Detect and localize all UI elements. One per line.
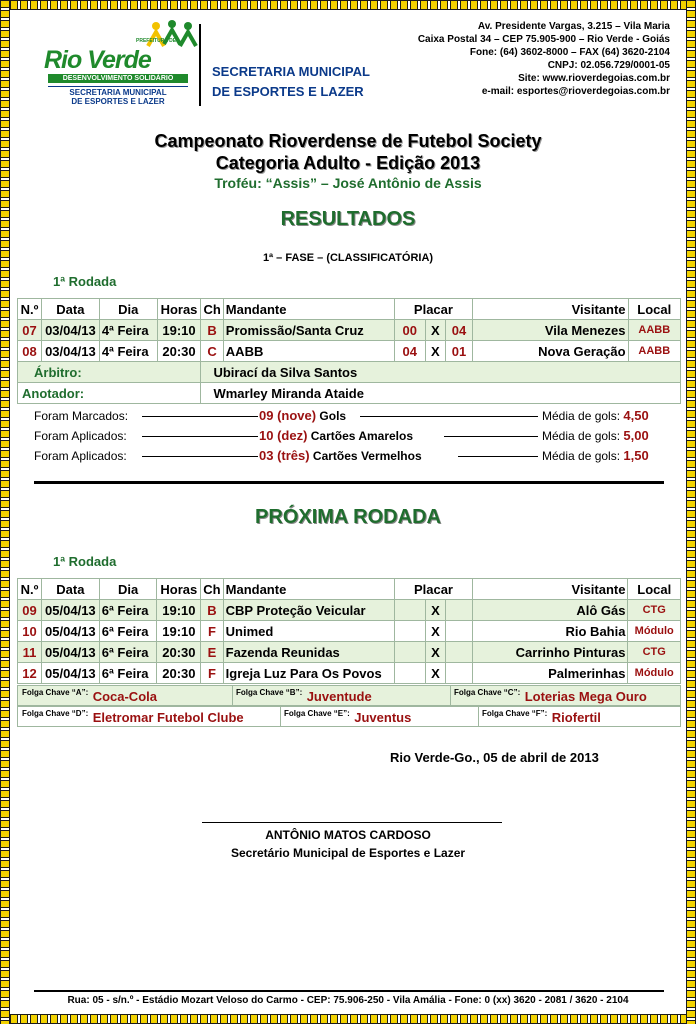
versus-x: X [426,621,446,642]
logo-secretaria-line2: DE ESPORTES E LAZER [71,97,165,106]
game-time: 19:10 [157,600,201,621]
col-mandante: Mandante [223,299,394,320]
game-weekday: 6ª Feira [99,600,157,621]
results-round-label: 1ª Rodada [53,274,117,289]
versus-x: X [426,320,446,341]
next-header-row [18,579,681,600]
stat-average [542,446,649,466]
stat-average-value: 5,00 [623,428,649,443]
referee-label: Árbitro: [18,362,201,383]
home-score [395,642,426,663]
secretaria-title-line2: DE ESPORTES E LAZER [212,84,364,99]
stat-label: Foram Aplicados: [34,449,127,463]
game-key: F [201,663,223,684]
results-header-row [18,299,681,320]
footer-divider [34,990,664,992]
game-number: 12 [18,663,42,684]
category-title: Categoria Adulto - Edição 2013 [215,153,481,173]
bye-f [482,709,601,727]
results-stats [34,406,664,466]
col-local: Local [628,579,681,600]
championship-titles [16,130,680,192]
home-score: 00 [394,320,425,341]
bye-team: Loterias Mega Ouro [524,689,647,704]
contact-postal: Caixa Postal 34 – CEP 75.905-900 – Rio Verde - Goiás [417,34,670,45]
stat-leader-line [444,436,538,437]
game-weekday: 4ª Feira [99,320,157,341]
venue: AABB [628,320,680,341]
col-no: N.º [18,299,42,320]
game-weekday: 6ª Feira [99,663,157,684]
bye-divider [450,686,451,705]
venue: CTG [628,600,681,621]
col-visitante: Visitante [472,579,628,600]
bye-row-1 [17,685,681,706]
stat-value [259,406,346,426]
versus-x: X [426,341,446,362]
venue: Módulo [628,621,681,642]
logo-prefeitura-text: PREFEITURA DE [136,38,177,44]
contact-site: Site: www.rioverdegoias.com.br [518,73,670,84]
home-team: Promissão/Santa Cruz [223,320,394,341]
signatory-name: ANTÔNIO MATOS CARDOSO [265,828,431,842]
bye-row-2 [17,706,681,727]
stat-average [542,406,649,426]
scorekeeper-row [18,383,681,404]
bye-team: Eletromar Futebol Clube [92,710,244,725]
game-date: 05/04/13 [41,642,99,663]
bye-label: Folga Chave “B”: [236,688,303,697]
away-team: Rio Bahia [472,621,628,642]
contact-phone: Fone: (64) 3602-8000 – FAX (64) 3620-2104 [469,47,670,58]
bye-team: Coca-Cola [92,689,157,704]
bye-c [454,688,647,706]
section-separator [34,481,664,484]
home-team: Igreja Luz Para Os Povos [223,663,394,684]
stat-value-number: 09 (nove) [259,408,317,423]
contact-address: Av. Presidente Vargas, 3.215 – Vila Maria [477,21,670,32]
table-row [18,341,681,362]
table-row [18,621,681,642]
game-time: 20:30 [157,341,201,362]
letterhead [16,14,680,110]
logo-name: Rio Verde [44,46,151,74]
bye-divider [478,707,479,726]
home-score [395,621,426,642]
game-weekday: 4ª Feira [99,341,157,362]
border-right [686,0,696,1024]
border-top [0,0,696,10]
col-dia: Dia [99,299,157,320]
signature-line [202,822,502,823]
stat-label: Foram Aplicados: [34,429,127,443]
home-team: CBP Proteção Veicular [223,600,394,621]
away-team: Vila Menezes [473,320,628,341]
stat-average-label: Média de gols: [542,429,621,443]
game-key: B [201,600,223,621]
game-key: C [201,341,223,362]
rio-verde-logo [34,18,204,112]
game-time: 20:30 [157,663,201,684]
game-weekday: 6ª Feira [99,642,157,663]
secretaria-title [212,62,422,102]
secretaria-title-line1: SECRETARIA MUNICIPAL [212,64,370,79]
stat-leader-line [142,436,258,437]
home-team: Unimed [223,621,394,642]
championship-title: Campeonato Rioverdense de Futebol Society [154,131,542,151]
away-score: 01 [445,341,473,362]
stat-yellow-cards [34,426,664,446]
phase-label: 1ª – FASE – (CLASSIFICATÓRIA) [262,252,434,264]
table-row [18,642,681,663]
stat-value [259,446,422,466]
header-divider [199,24,201,106]
referee-row [18,362,681,383]
table-row [18,663,681,684]
stat-value-suffix: Cartões Vermelhos [312,449,422,463]
venue: AABB [628,341,680,362]
col-data: Data [41,579,99,600]
versus-x: X [426,642,446,663]
game-time: 19:10 [157,320,201,341]
people-figures-icon [142,20,202,50]
col-horas: Horas [157,579,201,600]
border-left [0,0,10,1024]
home-team: Fazenda Reunidas [223,642,394,663]
bye-team: Juventus [354,710,412,725]
col-mandante: Mandante [223,579,394,600]
game-time: 19:10 [157,621,201,642]
bye-a [22,688,157,706]
bye-label: Folga Chave “A”: [22,688,89,697]
col-visitante: Visitante [473,299,628,320]
results-heading: RESULTADOS [280,208,416,230]
game-weekday: 6ª Feira [99,621,157,642]
away-score: 04 [445,320,473,341]
stat-average [542,426,649,446]
stat-value [259,426,413,446]
bye-divider [280,707,281,726]
game-date: 05/04/13 [41,621,99,642]
away-score [445,600,472,621]
col-dia: Dia [99,579,157,600]
table-row [18,320,681,341]
results-table [17,298,681,404]
stat-leader-line [142,456,258,457]
scorekeeper-label: Anotador: [18,383,201,404]
stat-label: Foram Marcados: [34,409,129,423]
bye-divider [232,686,233,705]
bye-label: Folga Chave “E”: [284,709,350,718]
col-ch: Ch [201,299,223,320]
away-team: Carrinho Pinturas [472,642,628,663]
stat-goals [34,406,664,426]
referee-name: Ubirací da Silva Santos [201,362,681,383]
game-date: 05/04/13 [41,600,99,621]
game-number: 11 [18,642,42,663]
versus-x: X [426,600,446,621]
game-number: 07 [18,320,42,341]
stat-red-cards [34,446,664,466]
signatory-role: Secretário Municipal de Esportes e Lazer [230,846,466,860]
bye-d [22,709,244,727]
away-score [445,663,472,684]
stat-value-number: 10 (dez) [259,428,308,443]
bye-b [236,688,372,706]
stat-value-number: 03 (três) [259,448,310,463]
stat-leader-line [458,456,538,457]
bye-team: Riofertil [551,710,601,725]
game-date: 05/04/13 [41,663,99,684]
document-date: Rio Verde-Go., 05 de abril de 2013 [390,750,599,765]
bye-label: Folga Chave “D”: [22,709,89,718]
home-team: AABB [223,341,394,362]
stat-average-value: 4,50 [623,408,649,423]
game-number: 09 [18,600,42,621]
contact-block [418,20,670,98]
col-placar: Placar [395,579,473,600]
col-no: N.º [18,579,42,600]
away-score [445,642,472,663]
game-key: E [201,642,223,663]
home-score [395,663,426,684]
next-round-table [17,578,681,684]
bye-label: Folga Chave “C”: [454,688,521,697]
game-key: F [201,621,223,642]
logo-secretaria [48,86,188,106]
venue: Módulo [628,663,681,684]
venue: CTG [628,642,681,663]
bye-team: Juventude [306,689,372,704]
col-data: Data [41,299,99,320]
contact-email: e-mail: esportes@rioverdegoias.com.br [481,86,670,97]
logo-secretaria-line1: SECRETARIA MUNICIPAL [69,88,167,97]
away-team: Nova Geração [473,341,628,362]
stat-average-label: Média de gols: [542,449,621,463]
game-key: B [201,320,223,341]
stat-leader-line [142,416,258,417]
game-number: 10 [18,621,42,642]
col-horas: Horas [157,299,201,320]
border-bottom [0,1014,696,1024]
game-number: 08 [18,341,42,362]
game-date: 03/04/13 [41,320,99,341]
next-round-label: 1ª Rodada [53,554,117,569]
stat-leader-line [360,416,538,417]
stat-average-label: Média de gols: [542,409,621,423]
col-ch: Ch [201,579,223,600]
logo-tagline: DESENVOLVIMENTO SOLIDÁRIO [48,74,188,83]
game-date: 03/04/13 [41,341,99,362]
trophy-title: Troféu: “Assis” – José Antônio de Assis [214,175,482,191]
game-time: 20:30 [157,642,201,663]
away-score [445,621,472,642]
home-score: 04 [394,341,425,362]
table-row [18,600,681,621]
stat-value-suffix: Gols [319,409,347,423]
away-team: Alô Gás [472,600,628,621]
scorekeeper-name: Wmarley Miranda Ataide [201,383,681,404]
bye-e [284,709,411,727]
versus-x: X [426,663,446,684]
stat-value-suffix: Cartões Amarelos [310,429,414,443]
away-team: Palmerinhas [472,663,628,684]
bye-label: Folga Chave “F”: [482,709,548,718]
home-score [395,600,426,621]
next-round-heading: PRÓXIMA RODADA [255,506,441,528]
contact-cnpj: CNPJ: 02.056.729/0001-05 [547,60,670,71]
footer-address: Rua: 05 - s/n.º - Estádio Mozart Veloso do Carmo - CEP: 75.906-250 - Vila Amália - Fone: 0 (xx) 3620 - 2081 / 3620 - 2104 [67,995,629,1006]
stat-average-value: 1,50 [623,448,649,463]
col-placar: Placar [394,299,473,320]
col-local: Local [628,299,680,320]
